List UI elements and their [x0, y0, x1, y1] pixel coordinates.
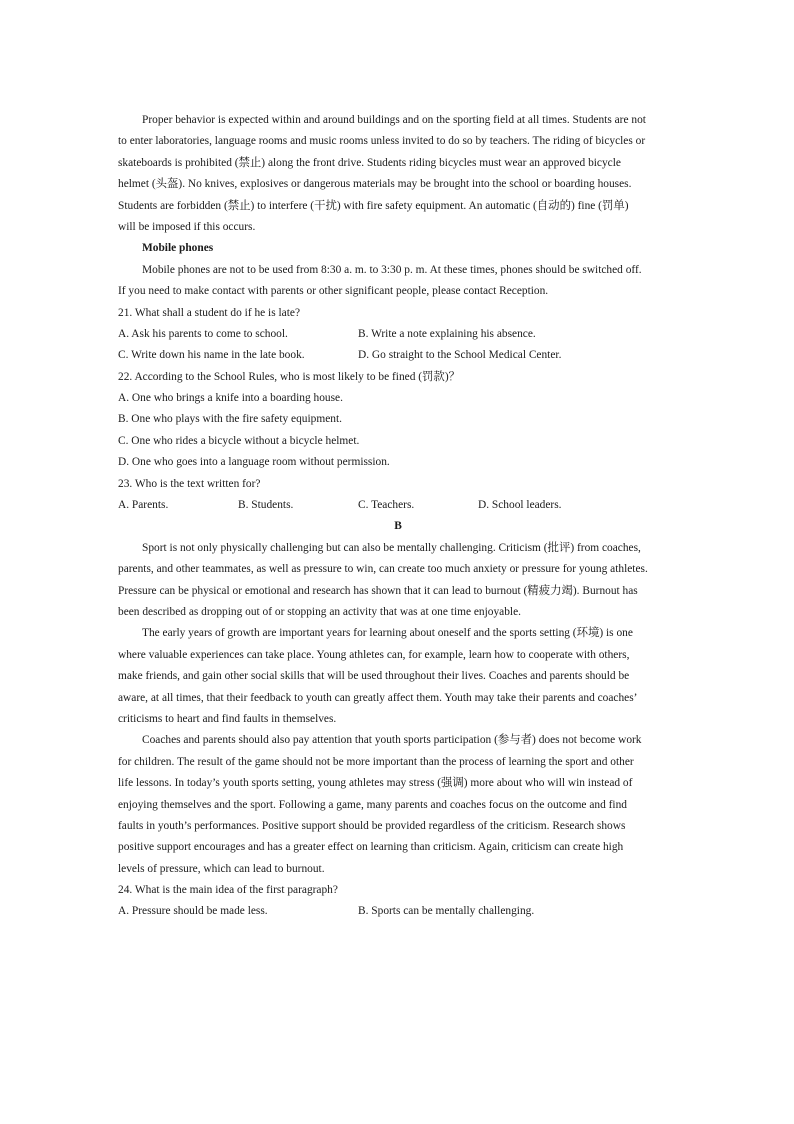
question-stem: 22. According to the School Rules, who is most likely to be fined (罚款)？: [118, 370, 460, 383]
text-line: If you need to make contact with parents or other significant people, please contact Reception.: [118, 285, 549, 298]
option-row: [118, 345, 678, 366]
passage-b-paragraph-3: [118, 730, 678, 880]
text-line: Students are forbidden (禁止) to interfere (干扰) with fire safety equipment. An automatic (自动的) fine (罚单): [118, 199, 629, 212]
option-c: C. Teachers.: [358, 499, 415, 512]
question-22: [118, 367, 678, 474]
question-stem: 24. What is the main idea of the first paragraph?: [118, 884, 338, 897]
option-b: B. One who plays with the fire safety equipment.: [118, 413, 342, 426]
text-line: levels of pressure, which can lead to burnout.: [118, 862, 325, 875]
question-21: [118, 303, 678, 367]
passage-b-paragraph-1: [118, 538, 678, 624]
text-line: where valuable experiences can take place. Young athletes can, for example, learn how to cooperate with others,: [118, 648, 630, 661]
option-row: [118, 324, 678, 345]
passage-a-paragraph-1: [118, 110, 678, 238]
question-23: [118, 474, 678, 517]
option-b: B. Sports can be mentally challenging.: [358, 905, 535, 918]
passage-b-title: B: [394, 520, 402, 533]
option-a: A. Ask his parents to come to school.: [118, 327, 288, 340]
text-line: life lessons. In today’s youth sports setting, young athletes may stress (强调) more about who will win instead of: [118, 777, 633, 790]
option-d: D. School leaders.: [478, 499, 562, 512]
option-d: D. Go straight to the School Medical Center.: [358, 349, 562, 362]
option-row: [118, 901, 678, 922]
option-a: A. One who brings a knife into a boarding house.: [118, 392, 343, 405]
text-line: been described as dropping out of or stopping an activity that was at one time enjoyable.: [118, 605, 521, 618]
question-stem: 21. What shall a student do if he is late?: [118, 306, 300, 319]
text-line: Sport is not only physically challenging but can also be mentally challenging. Criticism (批评) from coaches,: [142, 541, 641, 554]
text-line: to enter laboratories, language rooms and music rooms unless invited to do so by teachers. The riding of bicycles or: [118, 135, 646, 148]
option-a: A. Pressure should be made less.: [118, 905, 268, 918]
option-b: B. Students.: [238, 499, 294, 512]
text-line: aware, at all times, that their feedback to youth can greatly affect them. Youth may take their parents and coaches’: [118, 691, 638, 704]
text-line: Pressure can be physical or emotional and research has shown that it can lead to burnout (精疲力竭). Burnout has: [118, 584, 638, 597]
option-a: A. Parents.: [118, 499, 169, 512]
text-line: parents, and other teammates, as well as pressure to win, can create too much anxiety or pressure for young athletes.: [118, 563, 648, 576]
question-24: [118, 880, 678, 923]
question-stem: 23. Who is the text written for?: [118, 477, 261, 490]
document-body: [118, 110, 678, 923]
text-line: skateboards is prohibited (禁止) along the front drive. Students riding bicycles must wear an approved bicycle: [118, 156, 621, 169]
text-line: Mobile phones are not to be used from 8:30 a. m. to 3:30 p. m. At these times, phones should be switched off.: [142, 263, 642, 276]
text-line: criticisms to heart and find faults in themselves.: [118, 712, 337, 725]
option-c: C. Write down his name in the late book.: [118, 349, 305, 362]
passage-a-paragraph-2: [118, 260, 678, 303]
text-line: will be imposed if this occurs.: [118, 220, 256, 233]
text-line: The early years of growth are important years for learning about oneself and the sports setting (环境) is one: [142, 627, 633, 640]
option-d: D. One who goes into a language room without permission.: [118, 456, 390, 469]
option-c: C. One who rides a bicycle without a bicycle helmet.: [118, 434, 360, 447]
text-line: Coaches and parents should also pay attention that youth sports participation (参与者) does not become work: [142, 734, 642, 747]
passage-b-paragraph-2: [118, 623, 678, 730]
option-row: [118, 495, 678, 516]
text-line: Proper behavior is expected within and around buildings and on the sporting field at all times. Students are not: [142, 114, 646, 126]
text-line: enjoying themselves and the sport. Following a game, many parents and coaches focus on the outcome and find: [118, 798, 627, 811]
option-b: B. Write a note explaining his absence.: [358, 327, 536, 340]
section-heading-mobile-phones: Mobile phones: [142, 242, 214, 255]
text-line: helmet (头盔). No knives, explosives or dangerous materials may be brought into the school or boarding houses.: [118, 178, 632, 191]
text-line: for children. The result of the game should not be more important than the process of learning the sport and other: [118, 755, 634, 768]
text-line: positive support encourages and has a greater effect on learning than criticism. Again, criticism can create high: [118, 841, 624, 854]
text-line: faults in youth’s performances. Positive support should be provided regardless of the criticism. Research shows: [118, 819, 626, 832]
text-line: make friends, and gain other social skills that will be used throughout their lives. Coaches and parents should be: [118, 670, 630, 683]
